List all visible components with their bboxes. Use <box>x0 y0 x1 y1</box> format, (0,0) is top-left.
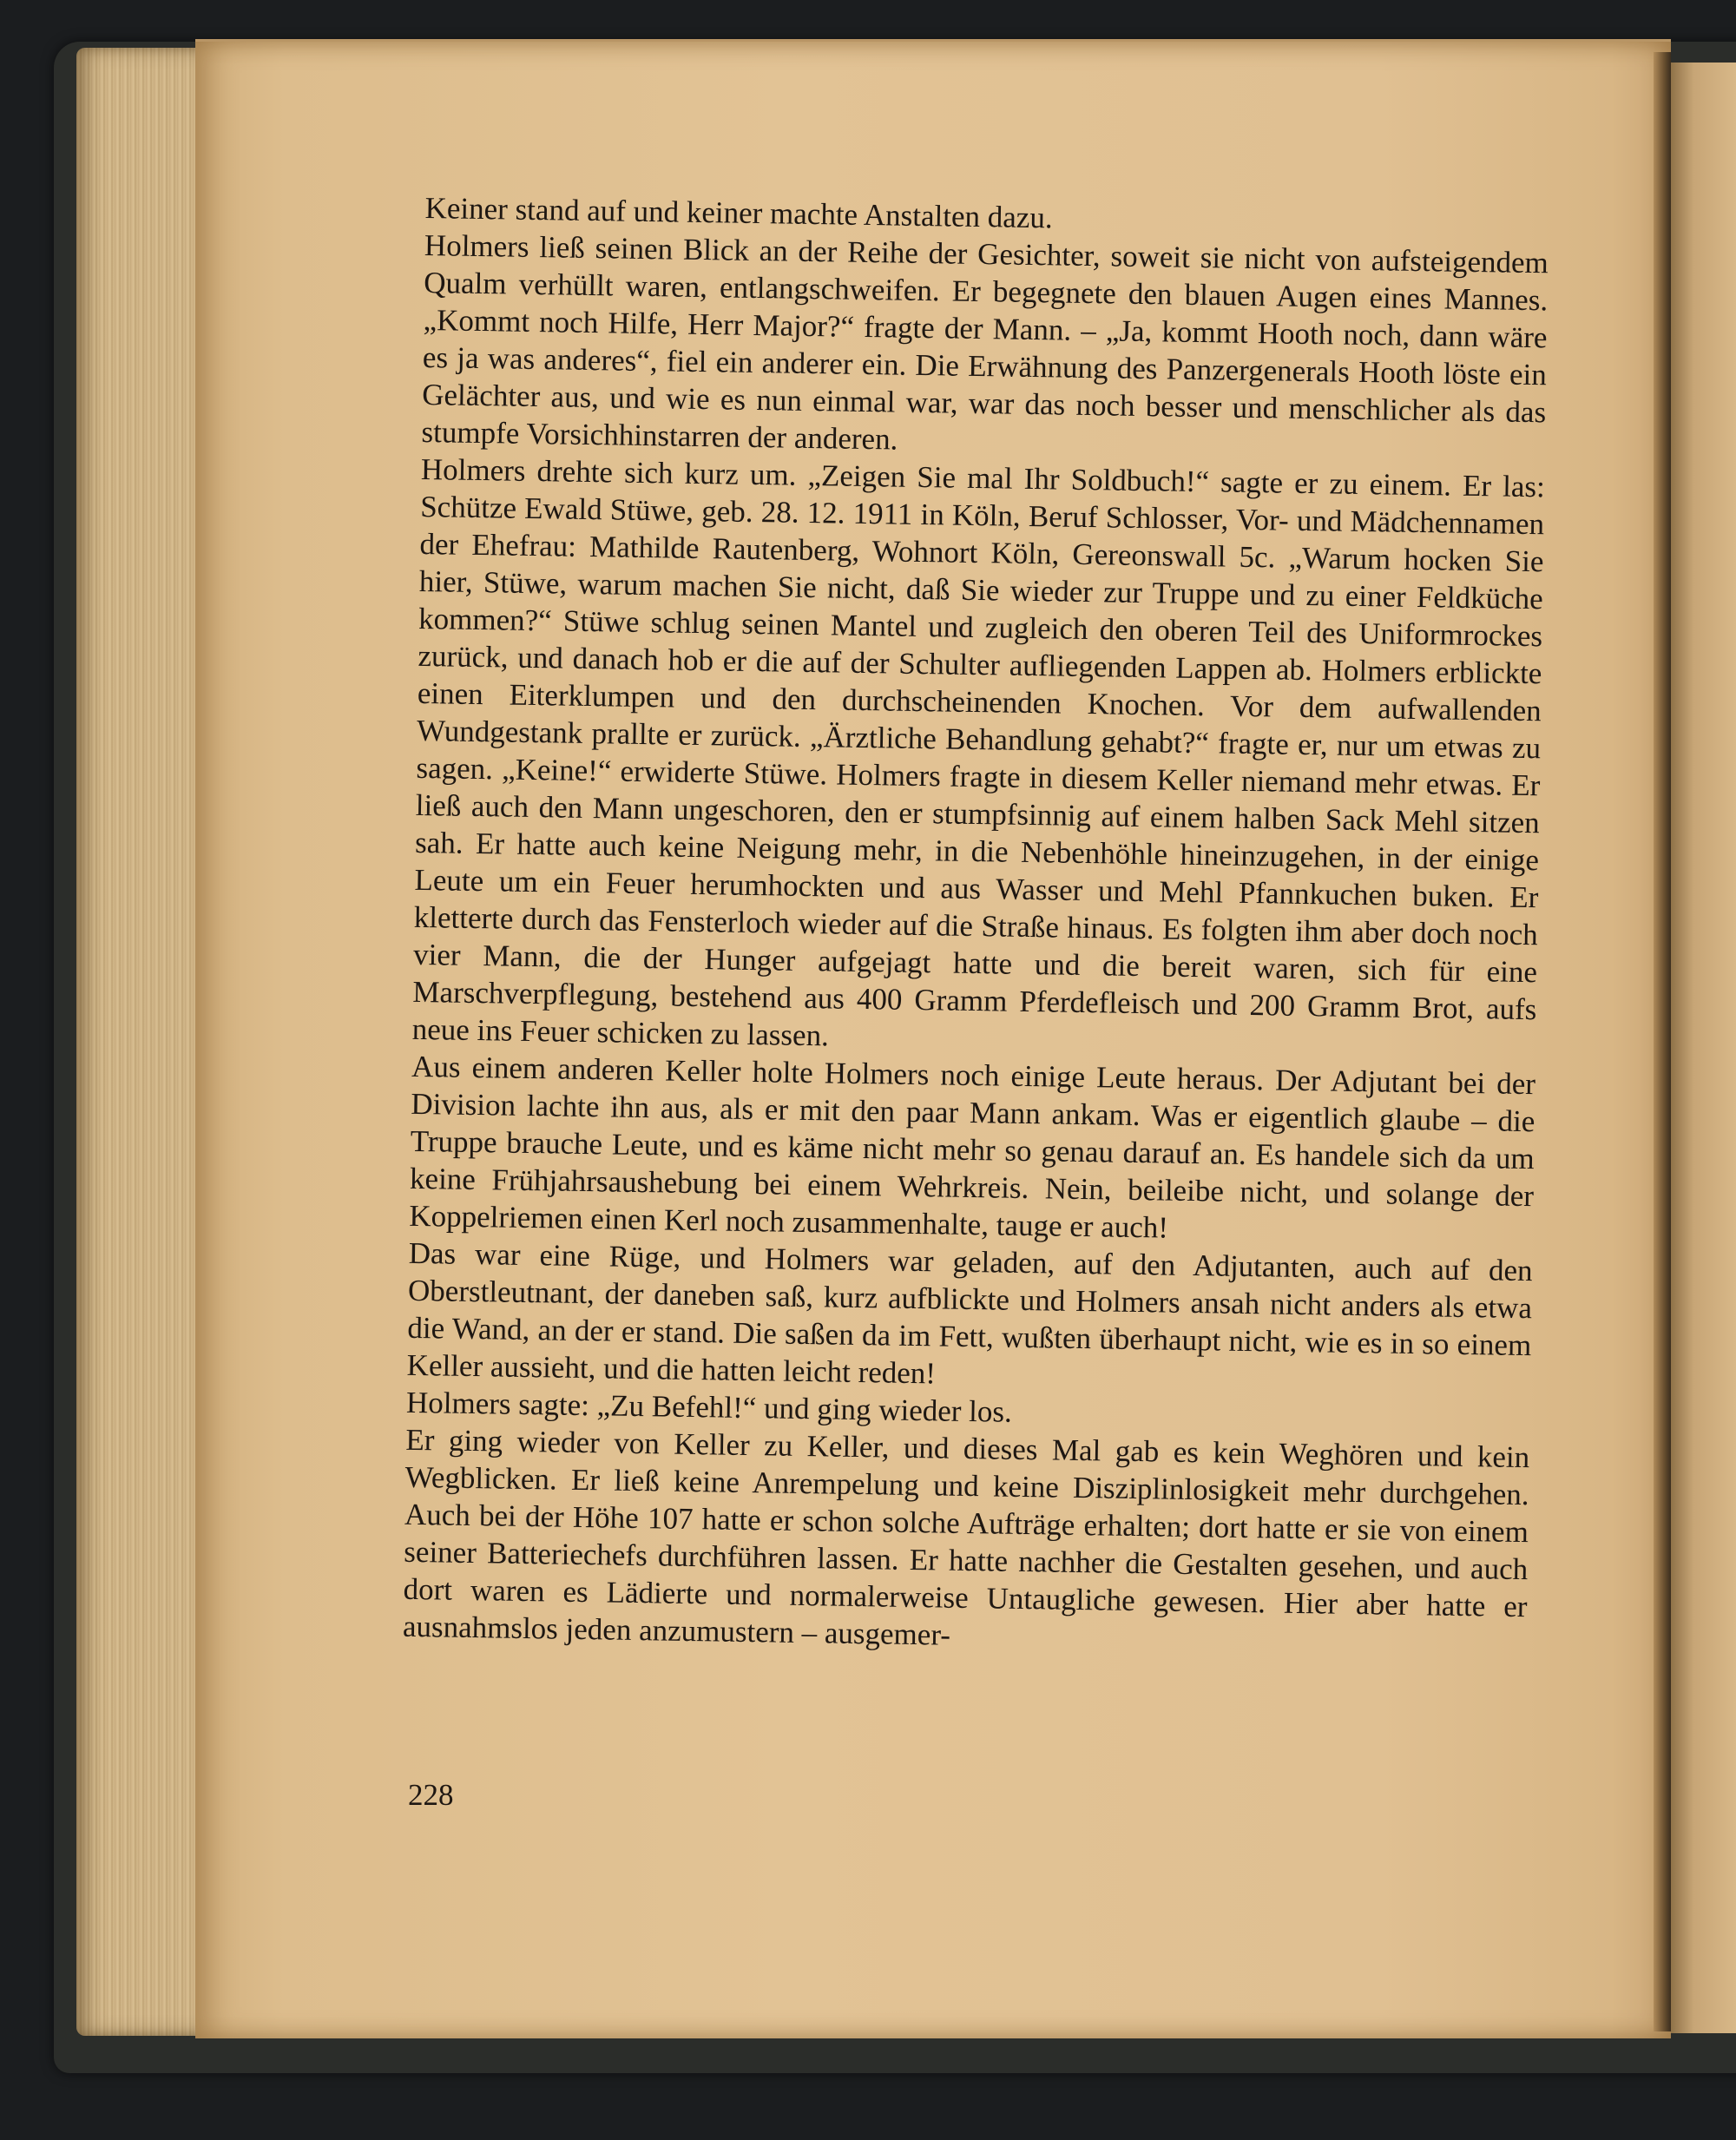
page-edges <box>76 48 207 2036</box>
paragraph: Holmers ließ seinen Blick an der Reihe der Gesichter, soweit sie nicht von aufsteigendem Qualm verhüllt waren, entlangschweifen. Er begegnete den blauen Augen eines Mannes. „Kommt noch Hilfe, Herr Major?“ fragte der Mann. – „Ja, kommt Hooth noch, dann wäre es ja was anderes“, fiel ein anderer ein. Die Erwähnung des Panzergenerals Hooth löste ein Gelächter aus, und wie es nun einmal war, war das noch besser und menschlicher als das stumpfe Vorsichhinstarren der anderen. <box>421 227 1549 457</box>
book-gutter <box>1654 52 1671 2031</box>
paragraph: Das war eine Rüge, und Holmers war geladen, auf den Adjutanten, auch auf den Oberstleutnant, der daneben saß, kurz aufblickte und Holmers ansah nicht anders als etwa die Wand, an der er stand. Die saßen da im Fett, wußten überhaupt nicht, wie es in so einem Keller aussieht, und die hatten leicht reden! <box>406 1235 1533 1391</box>
body-text <box>403 189 1549 1663</box>
paragraph: Holmers drehte sich kurz um. „Zeigen Sie mal Ihr Soldbuch!“ sagte er zu einem. Er las: Schütze Ewald Stüwe, geb. 28. 12. 1911 in Köln, Beruf Schlosser, Vor- und Mädchennamen der Ehefrau: Mathilde Rautenberg, Wohnort Köln, Gereonswall 5c. „Warum hocken Sie hier, Stüwe, warum machen Sie nicht, daß Sie wieder zur Truppe und zu einer Feldküche kommen?“ Stüwe schlug seinen Mantel und zugleich den oberen Teil des Uniformrockes zurück, und danach hob er die auf der Schulter aufliegenden Lappen ab. Holmers erblickte einen Eiterklumpen und den durchscheinenden Knochen. Vor dem aufwallenden Wundgestank prallte er zurück. „Ärztliche Behandlung gehabt?“ fragte er, nur um etwas zu sagen. „Keine!“ erwiderte Stüwe. Holmers fragte in diesem Keller niemand mehr etwas. Er ließ auch den Mann ungeschoren, den er stumpfsinnig auf einem halben Sack Mehl sitzen sah. Er hatte auch keine Neigung mehr, in die Nebenhöhle hineinzugehen, in der einige Leute um ein Feuer herumhockten und aus Wasser und Mehl Pfannkuchen buken. Er kletterte durch das Fensterloch wieder auf die Straße hinaus. Es folgten ihm aber doch noch vier Mann, die der Hunger aufgejagt hatte und die bereit waren, sich für eine Marschverpflegung, bestehend aus 400 Gramm Pferdefleisch und 200 Gramm Brot, aufs neue ins Feuer schicken zu lassen. <box>411 451 1546 1053</box>
page-number: 228 <box>408 1778 454 1812</box>
paragraph: Aus einem anderen Keller holte Holmers noch einige Leute heraus. Der Adjutant bei der Division lachte ihn aus, als er mit den paar Mann ankam. Was er eigentlich glaube – die Truppe brauche Leute, und es käme nicht mehr so genau darauf an. Es handele sich da um keine Frühjahrsaushebung bei einem Wehrkreis. Nein, beileibe nicht, und solange der Koppelriemen einen Kerl noch zusammenhalte, tauge er auch! <box>409 1049 1536 1245</box>
paragraph: Keiner stand auf und keiner machte Anstalten dazu. <box>424 190 1053 235</box>
facing-page-edge <box>1671 63 1736 2033</box>
paragraph: Er ging wieder von Keller zu Keller, und dieses Mal gab es kein Weghören und kein Wegblicken. Er ließ keine Anrempelung und keine Disziplinlosigkeit mehr durchgehen. Auch bei der Höhe 107 hatte er schon solche Aufträge erhalten; dort hatte er sie von einem seiner Batteriechefs durchführen lassen. Er hatte nachher die Gestalten gesehen, und auch dort waren es Lädierte und normalerweise Untaugliche gewesen. Hier aber hatte er ausnahmslos jeden anzumustern – ausgemer- <box>402 1422 1530 1652</box>
paragraph: Holmers sagte: „Zu Befehl!“ und ging wieder los. <box>405 1385 1013 1429</box>
